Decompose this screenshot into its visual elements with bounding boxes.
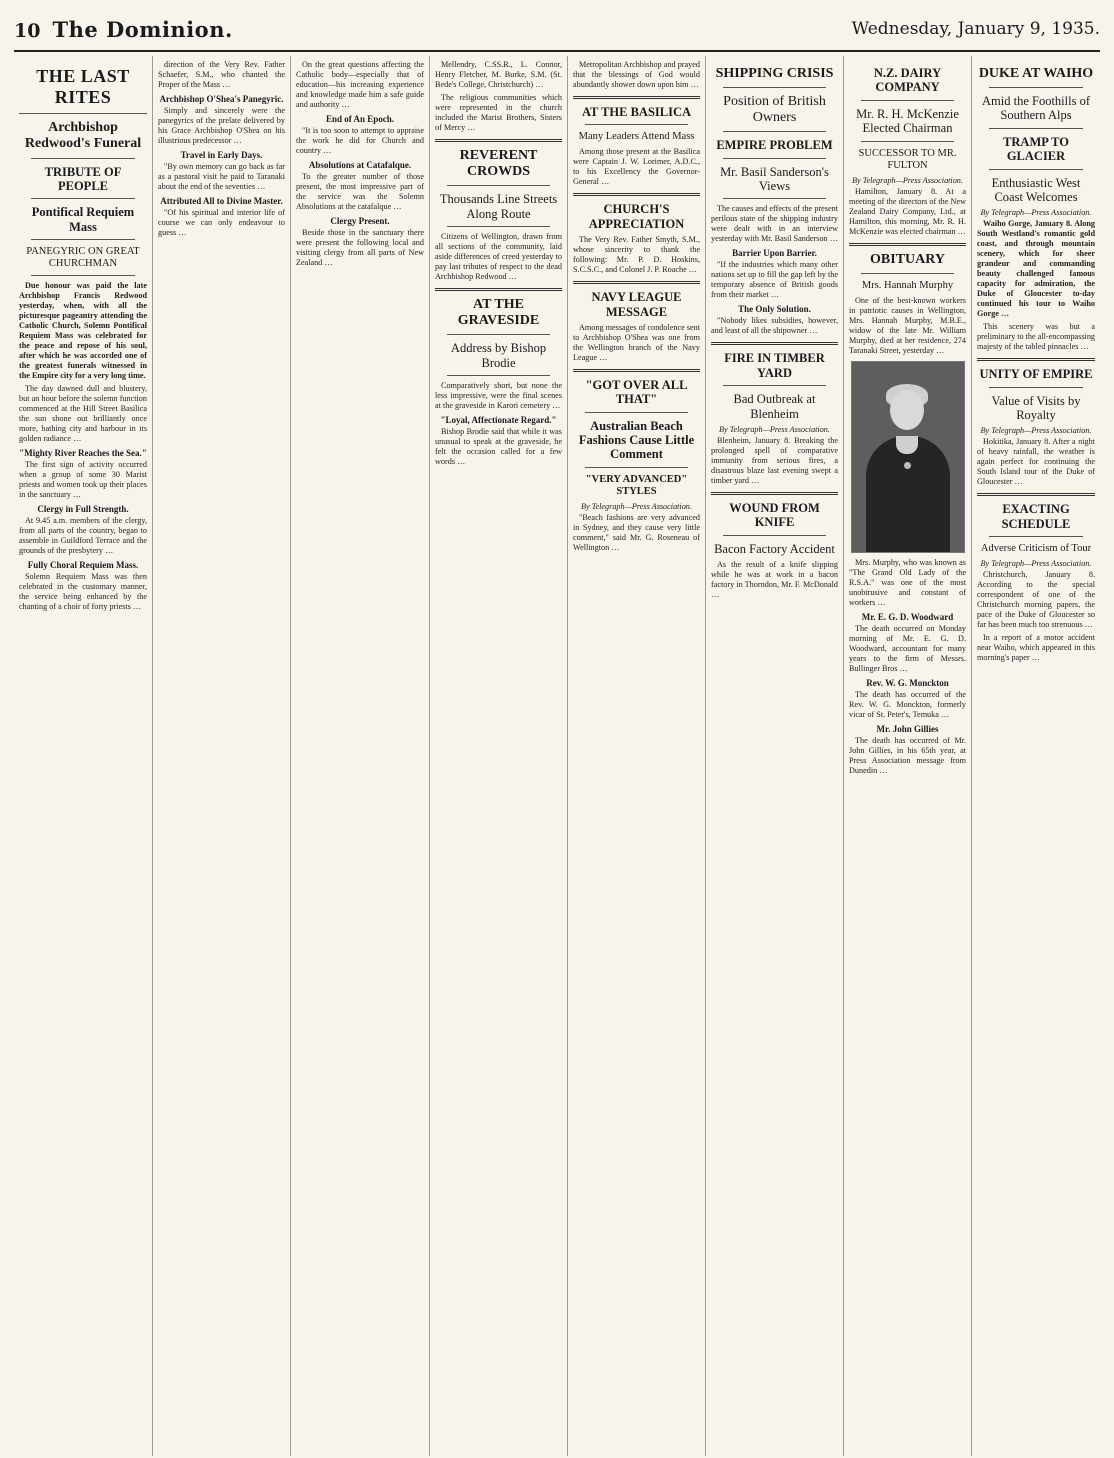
divider <box>447 185 550 186</box>
article-paragraph: "Nobody likes subsidies, however, and least of all the shipowner … <box>711 316 838 336</box>
subhead-mckenzie: Mr. R. H. McKenzie Elected Chairman <box>856 106 959 136</box>
divider <box>447 226 550 227</box>
headline-reverent-crowds: REVERENT CROWDS <box>459 148 538 180</box>
photo-figure-collar <box>896 436 918 454</box>
column-3 <box>291 56 430 1456</box>
divider <box>31 239 135 240</box>
column-2 <box>153 56 291 1456</box>
divider <box>861 273 954 274</box>
byline: By Telegraph—Press Association. <box>980 559 1092 569</box>
subhead-british-owners: Position of British Owners <box>723 94 826 126</box>
headline-got-over: "GOT OVER ALL THAT" <box>585 377 688 407</box>
divider <box>585 124 688 125</box>
divider <box>573 193 700 196</box>
column-4 <box>430 56 568 1456</box>
divider <box>447 375 550 376</box>
kicker-styles: "VERY ADVANCED" STYLES <box>585 473 688 497</box>
column-8 <box>972 56 1100 1456</box>
article-paragraph: Among messages of condolence sent to Archbishop O'Shea was one from the Wellington branch of the Navy League … <box>573 322 700 362</box>
article-paragraph: Comparatively short, but none the less impressive, were the final scenes at the graveside in Karori cemetery … <box>435 380 562 410</box>
divider <box>447 334 550 335</box>
subhead-blenheim: Bad Outbreak at Blenheim <box>733 392 816 421</box>
byline: By Telegraph—Press Association. <box>852 175 963 185</box>
article-paragraph: The first sign of activity occurred when a group of some 30 Marist priests and women took up their places in the sanctuary … <box>19 460 147 500</box>
article-paragraph: "Of his spiritual and interior life of course we can only endeavour to guess … <box>158 208 285 237</box>
subhead-murphy: Mrs. Hannah Murphy <box>861 279 954 291</box>
headline-graveside: AT THE GRAVESIDE <box>457 296 540 329</box>
section-subhead: End of An Epoch. <box>325 114 395 124</box>
article-paragraph: Simply and sincerely were the panegyrics of the prelate delivered by his Grace Archbishop O'Shea on his illustrious predecessor … <box>158 106 285 145</box>
headline-unity-empire: UNITY OF EMPIRE <box>979 367 1093 382</box>
divider <box>573 96 700 99</box>
article-paragraph: Among those present at the Basilica were Captain J. W. Lorimer, A.D.C., to his Excellency the Governor-General … <box>573 147 700 187</box>
section-subhead: Attributed All to Divine Master. <box>160 196 283 206</box>
masthead <box>14 12 1100 52</box>
article-paragraph: Bishop Brodie said that while it was unusual to speak at the graveside, he felt the occasion called for a few words … <box>435 426 562 466</box>
article-paragraph: Hokitika, January 8. After a night of heavy rainfall, the weather is again perfect for continuing the South Island tour of the Duke of Gloucester … <box>977 437 1095 487</box>
divider <box>711 492 838 495</box>
article-paragraph: direction of the Very Rev. Father Schaefer, S.M., who chanted the Proper of the Mass … <box>158 60 285 89</box>
divider <box>711 342 838 345</box>
section-subhead: The Only Solution. <box>738 304 811 315</box>
article-paragraph: "It is too soon to attempt to appraise the work he did for Church and country … <box>296 126 424 155</box>
divider <box>435 139 562 142</box>
headline-dairy-company: N.Z. DAIRY COMPANY <box>873 66 942 95</box>
divider <box>435 288 562 291</box>
article-paragraph: As the result of a knife slipping while he was at work in a bacon factory in Thorndon, Mr. F. McDonald … <box>711 560 838 600</box>
divider <box>861 141 954 142</box>
divider <box>723 158 826 159</box>
article-paragraph: Blenheim, January 8. Breaking the prolonged spell of comparative immunity from serious fires, a disastrous blaze last evening swept a timber yard … <box>711 435 838 485</box>
subhead-requiem: Pontifical Requiem Mass <box>31 205 135 234</box>
headline-wound-knife: WOUND FROM KNIFE <box>729 500 820 530</box>
section-subhead: Fully Choral Requiem Mass. <box>27 560 139 571</box>
section-subhead: "Mighty River Reaches the Sea." <box>19 448 147 459</box>
article-paragraph: Metropolitan Archbishop and prayed that the blessings of God would abundantly shower down upon him … <box>573 60 700 89</box>
article-paragraph: "If the industries which many other nations set up to fill the gap left by the temporary absence of British goods from their market … <box>711 260 838 300</box>
section-subhead: Archbishop O'Shea's Panegyric. <box>159 94 284 104</box>
columns <box>14 56 1100 1456</box>
article-paragraph: In a report of a motor accident near Waiho, which appeared in this morning's paper … <box>977 633 1095 663</box>
issue-date: Wednesday, January 9, 1935. <box>851 19 1100 39</box>
subhead-bacon-factory: Bacon Factory Accident <box>714 541 835 556</box>
article-paragraph: The day dawned dull and blustery, but an hour before the solemn function commenced at the Hill Street Basilica the sun shone out brilliantly once more, bathing city and harbour in its golden radiance … <box>19 384 147 444</box>
divider <box>977 358 1095 361</box>
column-7 <box>844 56 972 1456</box>
byline: By Telegraph—Press Association. <box>719 424 830 434</box>
section-subhead: Mr. John Gillies <box>876 723 939 734</box>
subhead-tribute: TRIBUTE OF PEOPLE <box>44 164 122 193</box>
article-paragraph: One of the best-known workers in patriotic causes in Wellington, Mrs. Hannah Murphy, M.B.E., widow of the late Mr. William Murphy, died at her residence, 274 Taranaki Street, yesterday … <box>849 295 966 355</box>
article-paragraph: The death has occurred of the Rev. W. G. Monckton, formerly vicar of St. Peter's, Temuka … <box>849 689 966 719</box>
photo-figure-face <box>890 390 924 430</box>
section-subhead: Absolutions at Catafalque. <box>308 160 412 170</box>
masthead-left <box>14 17 233 42</box>
subhead-west-coast: Enthusiastic West Coast Welcomes <box>991 175 1081 204</box>
article-paragraph: At 9.45 a.m. members of the clergy, from all parts of the country, began to assemble in Guildford Terrace and the grounds of the presbytery … <box>19 516 147 556</box>
divider <box>31 275 135 276</box>
headline-duke-waiho: DUKE AT WAIHO <box>978 66 1094 81</box>
article-paragraph: Mrs. Murphy, who was known as "The Grand Old Lady of the R.S.A." was one of the most unobtrusive and constant of workers … <box>849 557 966 607</box>
subhead-royalty: Value of Visits by Royalty <box>991 393 1081 423</box>
divider <box>723 535 826 536</box>
kicker-successor: SUCCESSOR TO MR. FULTON <box>858 147 957 171</box>
divider <box>989 536 1083 537</box>
headline-basilica: AT THE BASILICA <box>581 105 692 119</box>
divider <box>19 113 147 114</box>
divider <box>31 198 135 199</box>
article-paragraph: To the greater number of those present, the most impressive part of the service was the Solemn Absolutions at the catafalque … <box>296 172 424 211</box>
article-paragraph: "By own memory can go back as far as a pastoral visit he paid to Taranaki about the end of the seventies … <box>158 162 285 191</box>
article-paragraph: On the great questions affecting the Catholic body—especially that of education—his increasing experience and knowledge made him a safe guide and authority … <box>296 60 424 109</box>
divider <box>723 131 826 132</box>
headline-last-rites: THE LAST RITES <box>36 66 130 107</box>
subhead-streets: Thousands Line Streets Along Route <box>439 192 558 221</box>
article-paragraph: The causes and effects of the present perilous state of the shipping industry were dealt with in an interview yesterday with Mr. Basil Sanderson … <box>711 204 838 244</box>
newspaper-name: The Dominion. <box>52 16 233 42</box>
byline: By Telegraph—Press Association. <box>980 208 1092 218</box>
kicker-empire-problem: EMPIRE PROBLEM <box>716 138 833 153</box>
photo-figure-brooch <box>904 462 911 469</box>
section-subhead: Clergy Present. <box>330 216 390 226</box>
article-paragraph: The death occurred on Monday morning of Mr. E. G. D. Woodward, accountant for many years to the firm of Messrs. Bullinger Bros … <box>849 623 966 673</box>
subhead-panegyric: PANEGYRIC ON GREAT CHURCHMAN <box>26 246 140 270</box>
portrait-photo <box>851 361 965 553</box>
divider <box>723 87 826 88</box>
byline: By Telegraph—Press Association. <box>980 426 1092 436</box>
divider <box>989 169 1083 170</box>
article-lead: Due honour was paid the late Archbishop Francis Redwood yesterday, when, with all the picturesque pageantry attending the Catholic Church, Solemn Pontifical Requiem Mass was celebrated for the peace and repose of his soul, after which he was accorded one of the greatest funerals witnessed in the Empire city for a very long time. <box>19 281 147 381</box>
article-paragraph: The death has occurred of Mr. John Gillies, in his 65th year, at Press Association message from Dunedin … <box>849 735 966 775</box>
subhead-sanderson: Mr. Basil Sanderson's Views <box>720 164 829 194</box>
divider <box>977 493 1095 496</box>
headline-timber-fire: FIRE IN TIMBER YARD <box>724 351 825 380</box>
headline-exacting-schedule: EXACTING SCHEDULE <box>1001 502 1071 531</box>
article-lead: Waiho Gorge, January 8. Along South Westland's romantic gold coast, and through mountain scenery, which for sheer grandeur and commanding beauty challenged famous capacity for admiration, the Duke of Gloucester to-day continued his tour to Waiho Gorge … <box>977 219 1095 319</box>
subhead-beach-fashions: Australian Beach Fashions Cause Little Comment <box>578 418 695 462</box>
subhead-southern-alps: Amid the Foothills of Southern Alps <box>982 94 1090 123</box>
divider <box>585 467 688 468</box>
divider <box>573 281 700 284</box>
kicker-tramp-glacier: TRAMP TO GLACIER <box>1003 134 1069 164</box>
article-paragraph: Solemn Requiem Mass was then celebrated in the customary manner, the service being enhanced by the chanting of a choir of forty priests … <box>19 572 147 612</box>
section-subhead: Clergy in Full Strength. <box>37 504 129 515</box>
section-subhead: Travel in Early Days. <box>180 150 263 160</box>
headline-church-appreciation: CHURCH'S APPRECIATION <box>588 202 685 231</box>
subhead-funeral: Archbishop Redwood's Funeral <box>24 120 142 152</box>
section-subhead: Rev. W. G. Monckton <box>866 677 949 688</box>
subhead-address: Address by Bishop Brodie <box>450 341 547 370</box>
section-subhead: Mr. E. G. D. Woodward <box>861 611 954 622</box>
column-6 <box>706 56 844 1456</box>
article-paragraph: The religious communities which were represented in the church included the Marist Brothers, Sisters of Mercy … <box>435 93 562 132</box>
headline-shipping-crisis: SHIPPING CRISIS <box>715 66 834 81</box>
section-subhead: "Loyal, Affectionate Regard." <box>440 414 557 425</box>
subhead-leaders: Many Leaders Attend Mass <box>578 131 695 143</box>
article-paragraph: Hamilton, January 8. At a meeting of the directors of the New Zealand Dairy Company, Ltd., at Hamilton, this morning, Mr. R. H. McKenzie was elected chairman … <box>849 186 966 236</box>
divider <box>31 158 135 159</box>
divider <box>861 100 954 101</box>
article-paragraph: Beside those in the sanctuary there were present the following local and visiting clergy from all parts of New Zealand … <box>296 228 424 267</box>
divider <box>723 385 826 386</box>
article-paragraph: This scenery was but a preliminary to the all-encompassing majesty of the tabled pinnacles … <box>977 322 1096 352</box>
article-paragraph: Mellendry, C.SS.R., L. Connor, Henry Fletcher, M. Burke, S.M. (St. Bede's College, Christchurch) … <box>435 60 562 89</box>
headline-navy-league: NAVY LEAGUE MESSAGE <box>591 290 682 319</box>
article-paragraph: Citizens of Wellington, drawn from all sections of the community, laid aside differences of creed yesterday to pay last tributes of respect to the dead Archbishop Redwood … <box>435 231 562 281</box>
section-subhead: Barrier Upon Barrier. <box>732 248 817 259</box>
divider <box>573 369 700 372</box>
article-paragraph: Christchurch, January 8. According to the special correspondent of one of the Christchurch morning papers, the pace of the Duke of Gloucester so far has been much too strenuous … <box>977 570 1095 630</box>
article-paragraph: The Very Rev. Father Smyth, S.M., whose sincerity to thank the following: Mr. P. D. Hoskins, S.C.S.C., and Colonel J. P. Roache … <box>573 235 700 275</box>
headline-obituary: OBITUARY <box>870 251 945 267</box>
column-1 <box>14 56 153 1456</box>
divider <box>585 412 688 413</box>
divider <box>989 128 1083 129</box>
divider <box>989 87 1083 88</box>
article-paragraph: "Beach fashions are very advanced in Sydney, and they cause very little comment," said Mr. G. Roseneau of Wellington … <box>573 512 700 552</box>
divider <box>989 387 1083 388</box>
column-5 <box>568 56 706 1456</box>
subhead-criticism: Adverse Criticism of Tour <box>980 543 1092 555</box>
divider <box>723 198 826 199</box>
divider <box>849 243 966 246</box>
page-number: 10 <box>14 19 41 42</box>
byline: By Telegraph—Press Association. <box>581 501 692 511</box>
